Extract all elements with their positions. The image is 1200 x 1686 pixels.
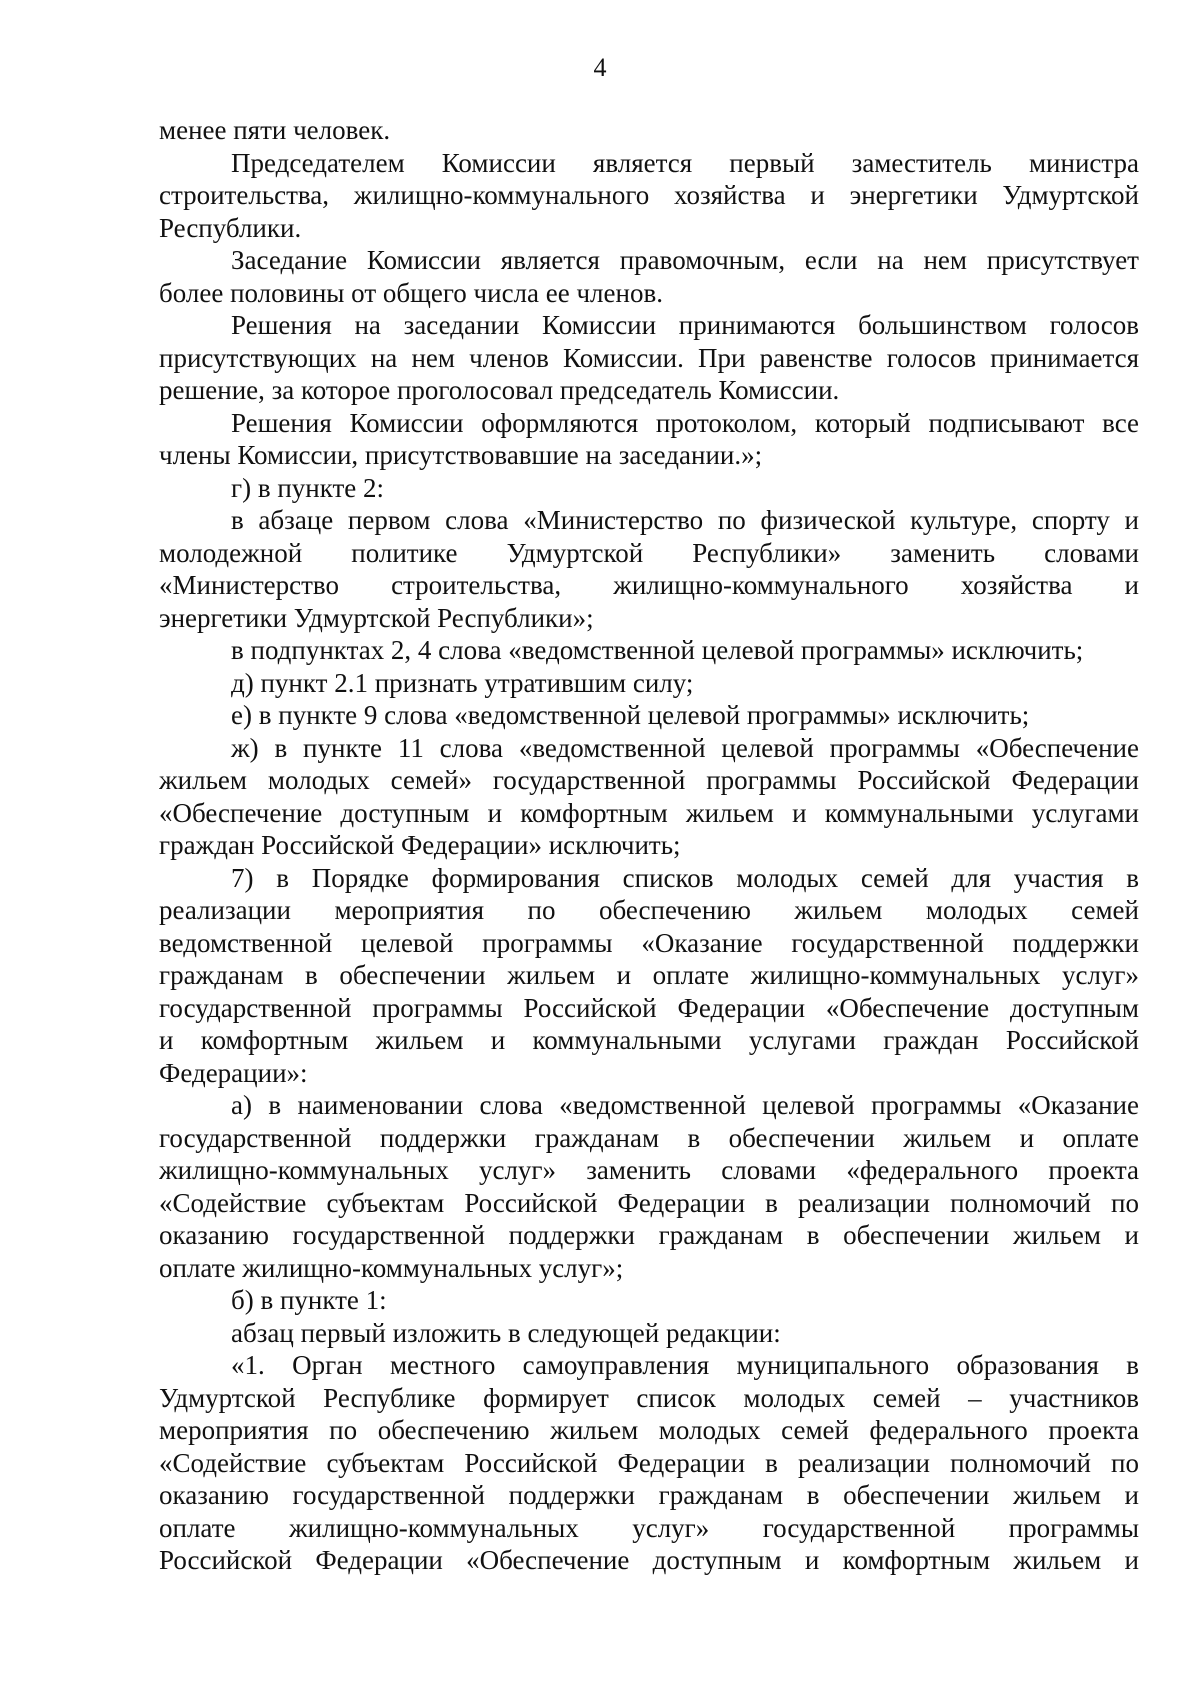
text-line: оплате жилищно-коммунальных услуг» государственной программы — [159, 1512, 1139, 1543]
text-line: е) в пункте 9 слова «ведомственной целевой программы» исключить; — [231, 700, 1030, 730]
text-line: а) в наименовании слова «ведомственной целевой программы «Оказание — [231, 1090, 1139, 1120]
text-line: Председателем Комиссии является первый заместитель министра — [231, 147, 1139, 178]
text-line: 7) в Порядке формирования списков молодых семей для участия в — [231, 862, 1139, 893]
text-line: Заседание Комиссии является правомочным, если на нем присутствует — [231, 245, 1139, 275]
text-line: граждан Российской Федерации» исключить; — [159, 830, 681, 860]
text-line: строительства, жилищно-коммунального хозяйства и энергетики Удмуртской — [159, 180, 1139, 210]
text-line: ведомственной целевой программы «Оказание государственной поддержки — [159, 927, 1139, 958]
text-line: оплате жилищно-коммунальных услуг»; — [159, 1252, 624, 1283]
text-line: «Содействие субъектам Российской Федерации в реализации полномочий по — [159, 1447, 1139, 1478]
text-line: б) в пункте 1: — [231, 1285, 387, 1315]
text-line: Решения на заседании Комиссии принимаются большинством голосов — [231, 310, 1139, 340]
text-line: государственной поддержки гражданам в обеспечении жильем и оплате — [159, 1122, 1139, 1153]
text-line: Российской Федерации «Обеспечение доступным и комфортным жильем и — [159, 1545, 1139, 1575]
text-line: «Содействие субъектам Российской Федерации в реализации полномочий по — [159, 1187, 1139, 1218]
text-line: Федерации»: — [159, 1057, 308, 1088]
text-line: «Обеспечение доступным и комфортным жильем и коммунальными услугами — [159, 797, 1139, 828]
text-line: Решения Комиссии оформляются протоколом, который подписывают все — [231, 407, 1139, 438]
page-number: 4 — [593, 53, 607, 82]
text-line: энергетики Удмуртской Республики»; — [159, 602, 594, 633]
text-line: молодежной политике Удмуртской Республики» заменить словами — [159, 537, 1139, 568]
text-line: жильем молодых семей» государственной программы Российской Федерации — [159, 765, 1139, 795]
text-line: мероприятия по обеспечению жильем молодых семей федерального проекта — [159, 1415, 1139, 1445]
text-line: более половины от общего числа ее членов. — [159, 277, 663, 308]
text-line: г) в пункте 2: — [231, 472, 385, 503]
text-line: «Министерство строительства, жилищно-коммунального хозяйства и — [159, 570, 1139, 600]
text-line: члены Комиссии, присутствовавшие на заседании.»; — [159, 440, 763, 470]
text-line: и комфортным жильем и коммунальными услугами граждан Российской — [159, 1025, 1139, 1055]
text-line: ж) в пункте 11 слова «ведомственной целевой программы «Обеспечение — [231, 732, 1139, 763]
text-line: Республики. — [159, 212, 302, 243]
text-line: «1. Орган местного самоуправления муниципального образования в — [231, 1350, 1139, 1380]
text-line: д) пункт 2.1 признать утратившим силу; — [231, 667, 694, 698]
text-line: оказанию государственной поддержки гражданам в обеспечении жильем и — [159, 1480, 1139, 1510]
text-line: менее пяти человек. — [159, 115, 391, 145]
text-line: жилищно-коммунальных услуг» заменить словами «федерального проекта — [159, 1155, 1139, 1185]
text-line: реализации мероприятия по обеспечению жильем молодых семей — [159, 895, 1139, 925]
text-line: гражданам в обеспечении жильем и оплате жилищно-коммунальных услуг» — [159, 960, 1139, 990]
text-line: оказанию государственной поддержки гражданам в обеспечении жильем и — [159, 1220, 1139, 1250]
text-line: абзац первый изложить в следующей редакции: — [231, 1317, 781, 1348]
text-line: государственной программы Российской Федерации «Обеспечение доступным — [159, 992, 1139, 1023]
text-line: в подпунктах 2, 4 слова «ведомственной целевой программы» исключить; — [231, 635, 1084, 665]
text-line: в абзаце первом слова «Министерство по физической культуре, спорту и — [231, 505, 1139, 535]
document-body — [159, 114, 1139, 1577]
text-line: присутствующих на нем членов Комиссии. При равенстве голосов принимается — [159, 342, 1139, 373]
text-line: решение, за которое проголосовал председатель Комиссии. — [159, 375, 840, 405]
text-line: Удмуртской Республике формирует список молодых семей – участников — [159, 1382, 1139, 1413]
